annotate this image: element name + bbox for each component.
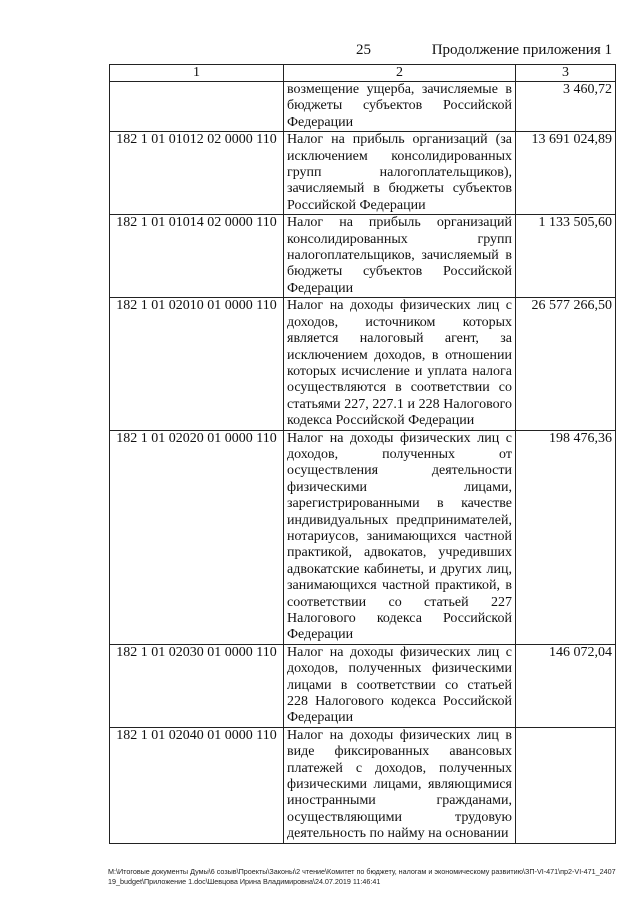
amount: 198 476,36 — [516, 430, 616, 644]
kbk-code: 182 1 01 02020 01 0000 110 — [110, 430, 284, 644]
kbk-code: 182 1 01 02030 01 0000 110 — [110, 644, 284, 727]
kbk-code: 182 1 01 01012 02 0000 110 — [110, 132, 284, 215]
amount: 26 577 266,50 — [516, 298, 616, 430]
income-description: Налог на доходы физических лиц с доходов, полученных от осуществления деятельности физическими лицами, зарегистрированными в качестве индивидуальных предпринимателей, нотариусов, занимающихся частной практикой, адвокатов, учредивших адвокатские кабинеты, и других лиц, занимающихся частной практикой, в соответствии со статьей 227 Налогового кодекса Российской Федерации — [284, 430, 516, 644]
column-header: 3 — [516, 65, 616, 82]
column-header: 2 — [284, 65, 516, 82]
kbk-code — [110, 82, 284, 132]
table-row — [110, 132, 616, 215]
income-description: Налог на доходы физических лиц с доходов, полученных физическими лицами в соответствии со статьей 228 Налогового кодекса Российской Федерации — [284, 644, 516, 727]
table-row — [110, 644, 616, 727]
continuation-label: Продолжение приложения 1 — [431, 42, 612, 58]
table-row — [110, 298, 616, 430]
amount: 3 460,72 — [516, 82, 616, 132]
kbk-code: 182 1 01 02010 01 0000 110 — [110, 298, 284, 430]
kbk-code: 182 1 01 02040 01 0000 110 — [110, 727, 284, 843]
kbk-code: 182 1 01 01014 02 0000 110 — [110, 215, 284, 298]
amount: 146 072,04 — [516, 644, 616, 727]
income-description: Налог на доходы физических лиц в виде фиксированных авансовых платежей с доходов, полученных физическими лицами, являющимися иностранными гражданами, осуществляющими трудовую деятельность по найму на основании — [284, 727, 516, 843]
column-header: 1 — [110, 65, 284, 82]
income-description: Налог на прибыль организаций консолидированных групп налогоплательщиков, зачисляемый в бюджеты субъектов Российской Федерации — [284, 215, 516, 298]
table-row — [110, 215, 616, 298]
table-row — [110, 430, 616, 644]
income-description: Налог на прибыль организаций (за исключением консолидированных групп налогоплательщиков), зачисляемый в бюджеты субъектов Российской Федерации — [284, 132, 516, 215]
table-row — [110, 82, 616, 132]
document-path-footer: M:\Итоговые документы Думы\6 созыв\Проекты\Законы\2 чтение\Комитет по бюджету, налогам и экономическому развитию\ЗП-VI-471\пр2-VI-471_240719_budget\Приложение 1.doc\Шевцова Ирина Владимировна\24.07.2019 11:46:41 — [108, 867, 616, 886]
table-row — [110, 727, 616, 843]
income-description: Налог на доходы физических лиц с доходов, источником которых является налоговый агент, за исключением доходов, в отношении которых исчисление и уплата налога осуществляются в соответствии со статьями 227, 227.1 и 228 Налогового кодекса Российской Федерации — [284, 298, 516, 430]
amount: 13 691 024,89 — [516, 132, 616, 215]
table-header-row — [110, 65, 616, 82]
amount — [516, 727, 616, 843]
page-number: 25 — [356, 42, 371, 58]
income-description: возмещение ущерба, зачисляемые в бюджеты субъектов Российской Федерации — [284, 82, 516, 132]
amount: 1 133 505,60 — [516, 215, 616, 298]
budget-table — [109, 64, 616, 844]
